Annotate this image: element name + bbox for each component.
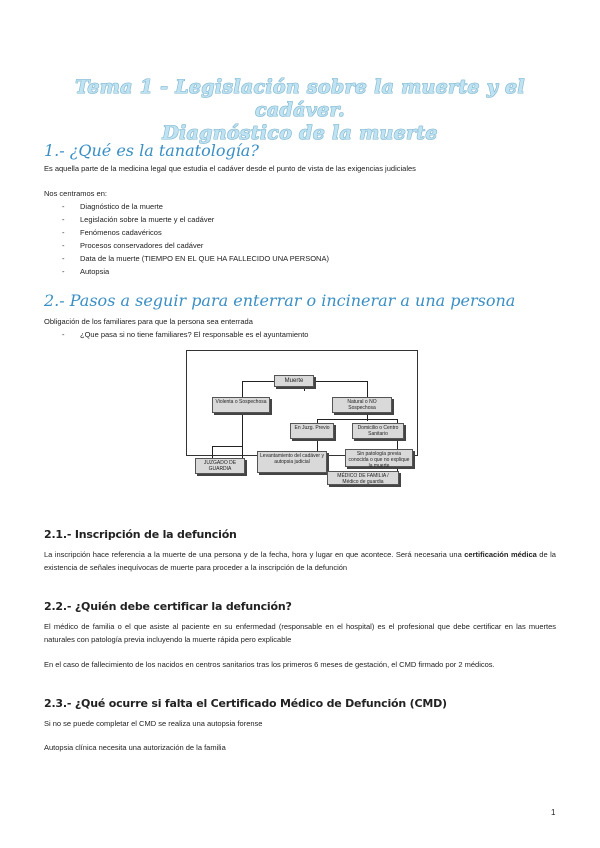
node-domicilio: Domicilio o Centro Sanitario — [352, 423, 404, 439]
node-patologia: Sin patología previa conocida o que no explique la muerte — [345, 449, 413, 467]
page-number: 1 — [551, 808, 556, 817]
title-line-2: Diagnóstico de la muerte — [162, 122, 438, 144]
section-2-2-heading: 2.2.- ¿Quién debe certificar la defunción? — [44, 600, 292, 613]
node-violenta: Violenta o Sospechosa — [212, 397, 270, 413]
node-juzgado-guardia: JUZGADO DE GUARDIA — [195, 458, 245, 474]
node-natural: Natural o NO Sospechosa — [332, 397, 392, 413]
section-1-definition: Es aquella parte de la medicina legal que estudia el cadáver desde el punto de vista de las exigencias judiciales — [44, 164, 416, 173]
section-2-1-heading: 2.1.- Inscripción de la defunción — [44, 528, 237, 541]
section-1-heading: 1.- ¿Qué es la tanatología? — [44, 141, 259, 160]
section-2-3-para-2: Autopsia clínica necesita una autorización de la familia — [44, 743, 226, 752]
section-2-2-para-1: El médico de familia o el que asiste al paciente en su enfermedad (responsable en el hospital) es el profesional que debe certificar en las muertes naturales con patología previa incluyendo la muerte rápida pero explicable — [44, 622, 556, 644]
section-2-heading: 2.- Pasos a seguir para enterrar o incinerar a una persona — [44, 291, 516, 310]
title-line-1: Tema 1 - Legislación sobre la muerte y el cadáver. — [75, 76, 525, 121]
page-title — [40, 76, 560, 145]
node-autopsia-judicial: Levantamiento del cadáver y autopsia judicial — [257, 451, 327, 473]
section-2-2-para-2: En el caso de fallecimiento de los nacidos en centros sanitarios tras los primeros 6 meses de gestación, el CMD firmado por 2 médicos. — [44, 660, 495, 669]
node-muerte: Muerte — [274, 375, 314, 387]
section-2-obligation: Obligación de los familiares para que la persona sea enterrada — [44, 317, 253, 326]
section-2-3-para-1: Si no se puede completar el CMD se realiza una autopsia forense — [44, 719, 263, 728]
node-medico: MÉDICO DE FAMILIA / Médico de guardia — [327, 471, 399, 485]
node-juzgado-previo: En Juzg. Previo — [290, 423, 334, 439]
section-1-intro: Nos centramos en: — [44, 189, 107, 198]
section-2-1-text: La inscripción hace referencia a la muerte de una persona y de la fecha, hora y lugar en que acontece. Será necesaria una certificación médica de la existencia de señales inequívocas de muerte para proceder a la inscripción de la defunción — [44, 550, 556, 572]
section-2-3-heading: 2.3.- ¿Qué ocurre si falta el Certificado Médico de Defunción (CMD) — [44, 697, 447, 710]
death-flow-diagram — [186, 350, 418, 485]
